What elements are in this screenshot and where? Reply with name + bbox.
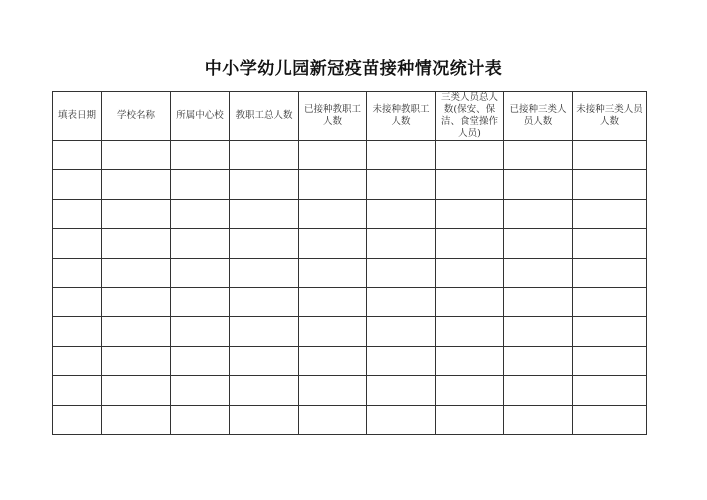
table-row <box>53 317 647 346</box>
table-cell[interactable] <box>102 287 171 316</box>
table-cell[interactable] <box>573 346 647 375</box>
table-cell[interactable] <box>53 258 102 287</box>
table-cell[interactable] <box>102 141 171 170</box>
table-cell[interactable] <box>53 346 102 375</box>
table-cell[interactable] <box>504 229 573 258</box>
document-title: 中小学幼儿园新冠疫苗接种情况统计表 <box>204 59 503 79</box>
column-header-fill-date: 填表日期 <box>53 92 102 141</box>
table-cell[interactable] <box>436 405 504 434</box>
table-cell[interactable] <box>436 229 504 258</box>
table-cell[interactable] <box>367 376 436 405</box>
table-cell[interactable] <box>299 141 367 170</box>
table-cell[interactable] <box>299 258 367 287</box>
table-cell[interactable] <box>230 229 299 258</box>
table-cell[interactable] <box>53 229 102 258</box>
table-cell[interactable] <box>436 141 504 170</box>
column-header-unvaccinated-support-staff: 未接种三类人员人数 <box>573 92 647 141</box>
table-cell[interactable] <box>436 287 504 316</box>
table-cell[interactable] <box>367 405 436 434</box>
table-cell[interactable] <box>299 346 367 375</box>
table-cell[interactable] <box>230 199 299 228</box>
table-cell[interactable] <box>299 376 367 405</box>
table-row <box>53 258 647 287</box>
table-row <box>53 376 647 405</box>
table-cell[interactable] <box>573 141 647 170</box>
table-cell[interactable] <box>573 376 647 405</box>
table-cell[interactable] <box>171 229 230 258</box>
table-cell[interactable] <box>504 199 573 228</box>
table-cell[interactable] <box>504 317 573 346</box>
table-cell[interactable] <box>504 376 573 405</box>
table-cell[interactable] <box>367 258 436 287</box>
table-cell[interactable] <box>53 405 102 434</box>
table-row <box>53 229 647 258</box>
table-cell[interactable] <box>573 405 647 434</box>
table-cell[interactable] <box>171 170 230 199</box>
table-cell[interactable] <box>171 141 230 170</box>
table-cell[interactable] <box>504 287 573 316</box>
column-header-total-staff: 教职工总人数 <box>230 92 299 141</box>
table-cell[interactable] <box>367 199 436 228</box>
table-row <box>53 287 647 316</box>
table-cell[interactable] <box>53 317 102 346</box>
vaccination-stats-table <box>52 91 647 435</box>
table-cell[interactable] <box>367 346 436 375</box>
table-cell[interactable] <box>102 229 171 258</box>
table-cell[interactable] <box>102 346 171 375</box>
table-cell[interactable] <box>299 170 367 199</box>
table-cell[interactable] <box>171 317 230 346</box>
table-row <box>53 405 647 434</box>
table-cell[interactable] <box>171 199 230 228</box>
table-cell[interactable] <box>299 229 367 258</box>
table-cell[interactable] <box>299 405 367 434</box>
table-row <box>53 141 647 170</box>
table-cell[interactable] <box>504 258 573 287</box>
table-cell[interactable] <box>230 287 299 316</box>
table-cell[interactable] <box>102 317 171 346</box>
table-cell[interactable] <box>504 141 573 170</box>
table-header-row <box>53 92 647 141</box>
table-cell[interactable] <box>102 170 171 199</box>
table-cell[interactable] <box>230 405 299 434</box>
table-cell[interactable] <box>102 405 171 434</box>
table-cell[interactable] <box>573 287 647 316</box>
table-cell[interactable] <box>53 141 102 170</box>
table-cell[interactable] <box>367 229 436 258</box>
table-cell[interactable] <box>230 170 299 199</box>
table-cell[interactable] <box>171 287 230 316</box>
table-cell[interactable] <box>367 170 436 199</box>
column-header-vaccinated-staff: 已接种教职工人数 <box>299 92 367 141</box>
table-cell[interactable] <box>299 317 367 346</box>
table-row <box>53 346 647 375</box>
table-cell[interactable] <box>573 317 647 346</box>
table-cell[interactable] <box>299 287 367 316</box>
column-header-school-name: 学校名称 <box>102 92 171 141</box>
table-cell[interactable] <box>504 405 573 434</box>
table-cell[interactable] <box>573 229 647 258</box>
table-cell[interactable] <box>436 199 504 228</box>
table-cell[interactable] <box>436 170 504 199</box>
table-cell[interactable] <box>171 405 230 434</box>
table-cell[interactable] <box>230 258 299 287</box>
table-row <box>53 199 647 228</box>
table-cell[interactable] <box>230 346 299 375</box>
table-cell[interactable] <box>436 346 504 375</box>
table-cell[interactable] <box>230 317 299 346</box>
table-cell[interactable] <box>367 287 436 316</box>
table-cell[interactable] <box>171 258 230 287</box>
table-row <box>53 170 647 199</box>
column-header-central-school: 所属中心校 <box>171 92 230 141</box>
table-cell[interactable] <box>53 376 102 405</box>
table-cell[interactable] <box>230 141 299 170</box>
table-cell[interactable] <box>171 346 230 375</box>
table-cell[interactable] <box>573 258 647 287</box>
table-cell[interactable] <box>504 346 573 375</box>
table-cell[interactable] <box>102 199 171 228</box>
table-cell[interactable] <box>53 170 102 199</box>
table-cell[interactable] <box>53 287 102 316</box>
table-cell[interactable] <box>504 170 573 199</box>
table-cell[interactable] <box>102 376 171 405</box>
table-cell[interactable] <box>230 376 299 405</box>
table-cell[interactable] <box>102 258 171 287</box>
table-cell[interactable] <box>367 141 436 170</box>
table-cell[interactable] <box>53 199 102 228</box>
table-cell[interactable] <box>299 199 367 228</box>
table-cell[interactable] <box>171 376 230 405</box>
column-header-vaccinated-support-staff: 已接种三类人员人数 <box>504 92 573 141</box>
table-cell[interactable] <box>436 258 504 287</box>
table-cell[interactable] <box>367 317 436 346</box>
table-cell[interactable] <box>573 199 647 228</box>
column-header-unvaccinated-staff: 未接种教职工人数 <box>367 92 436 141</box>
table-cell[interactable] <box>436 317 504 346</box>
column-header-support-staff-total: 三类人员总人数(保安、保洁、食堂操作人员) <box>436 92 504 141</box>
table-cell[interactable] <box>573 170 647 199</box>
table-cell[interactable] <box>436 376 504 405</box>
